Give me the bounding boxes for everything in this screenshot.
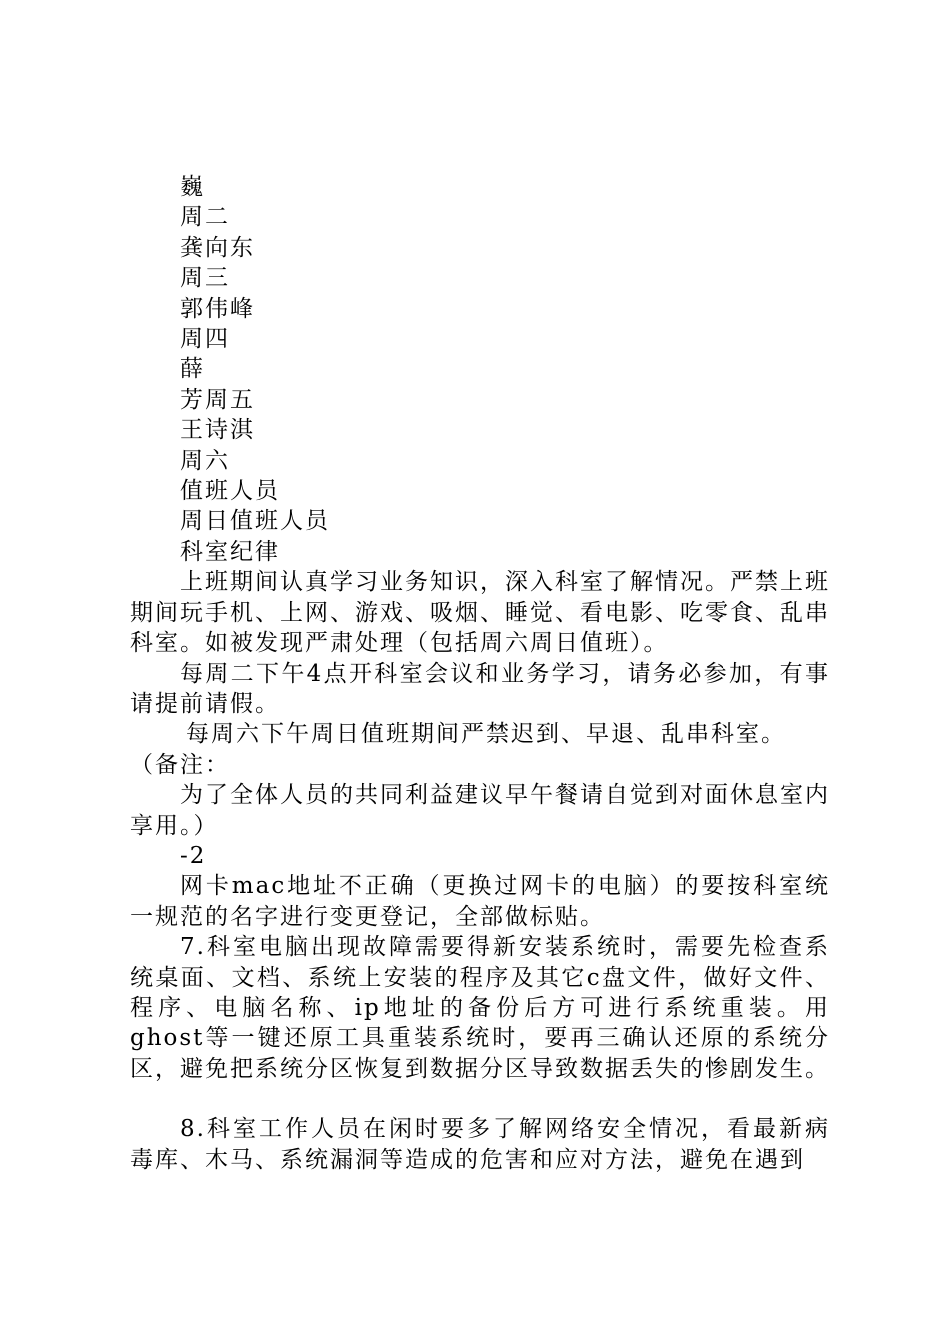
paragraph-weekend-duty: 每周六下午周日值班期间严禁迟到、早退、乱串科室。 [186,721,786,748]
roster-line: 周二 [180,204,230,231]
paragraph-note: 为了全体人员的共同利益建议早午餐请自觉到对面休息室内享用。） [130,782,830,839]
paragraph-item-7: 7.科室电脑出现故障需要得新安装系统时，需要先检查系统桌面、文档、系统上安装的程序及其它c盘文件，做好文件、程序、电脑名称、ip地址的备份后方可进行系统重装。用ghost等一键还原工具重装系统时，要再三确认还原的系统分区，避免把系统分区恢复到数据分区导致数据丢失的惨剧发生。 [130,934,830,1082]
roster-line: 郭伟峰 [180,295,255,322]
document-body [130,172,830,1175]
paragraph-item-8: 8.科室工作人员在闲时要多了解网络安全情况，看最新病毒库、木马、系统漏洞等造成的危害和应对方法，避免在遇到 [130,1116,830,1173]
paragraph-mac-address: 网卡mac地址不正确（更换过网卡的电脑）的要按科室统一规范的名字进行变更登记，全部做标贴。 [130,873,830,930]
paragraph-discipline: 上班期间认真学习业务知识，深入科室了解情况。严禁上班期间玩手机、上网、游戏、吸烟、睡觉、看电影、吃零食、乱串科室。如被发现严肃处理（包括周六周日值班）。 [130,569,830,657]
roster-line: 龚向东 [180,234,255,261]
page-marker: -2 [180,842,207,869]
roster-line: 巍 [180,174,205,200]
paragraph-note-open: （备注： [130,751,230,778]
section-heading-discipline: 科室纪律 [180,538,280,565]
roster-line: 值班人员 [180,478,280,505]
roster-line: 周六 [180,447,230,474]
roster-line: 王诗淇 [180,417,255,444]
roster-line: 周日值班人员 [180,508,330,535]
roster-line: 周四 [180,326,230,353]
roster-line: 芳周五 [180,386,255,413]
spacer [130,1084,830,1114]
paragraph-meeting: 每周二下午4点开科室会议和业务学习，请务必参加，有事请提前请假。 [130,660,830,717]
roster-line: 薛 [180,356,205,383]
roster-line: 周三 [180,265,230,292]
